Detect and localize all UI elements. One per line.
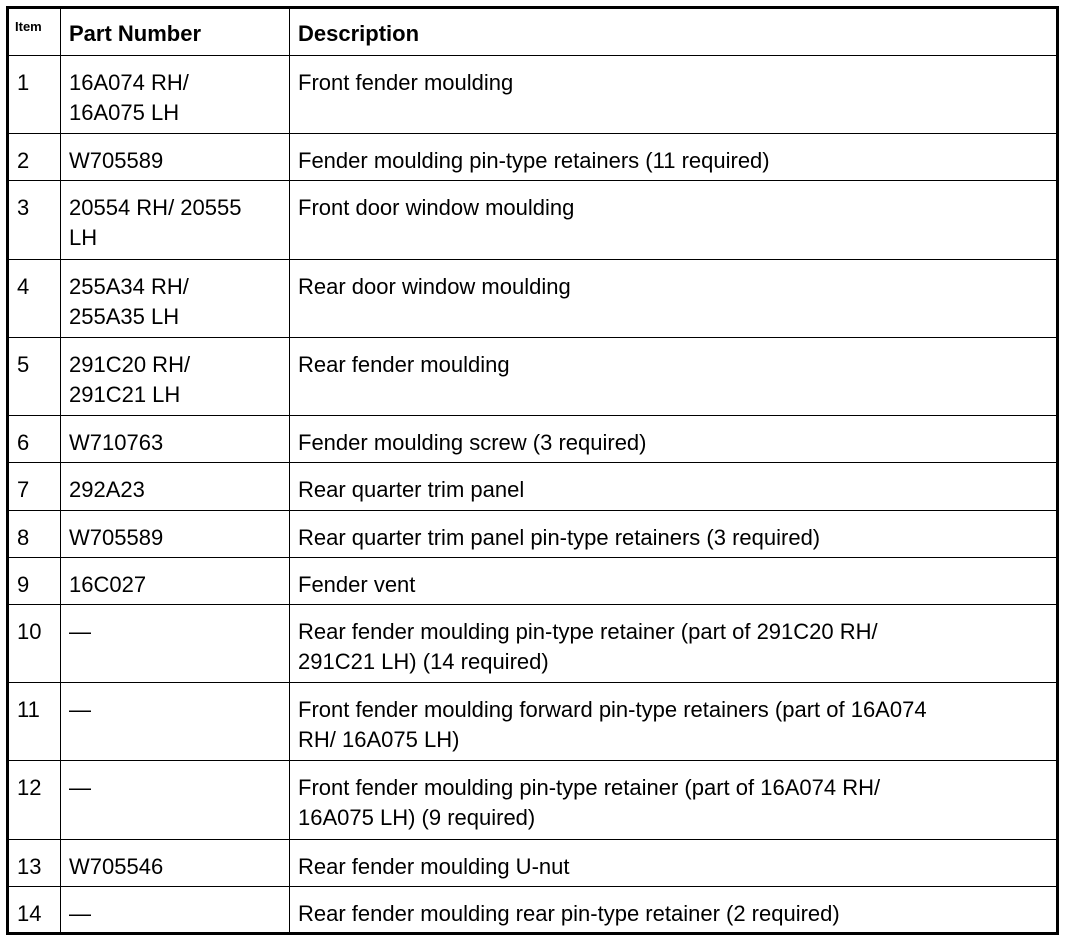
table-row (8, 557, 1058, 604)
part-number-cell: 20554 RH/ 20555 LH (61, 181, 290, 259)
item-cell: 9 (8, 557, 61, 604)
table-row (8, 181, 1058, 259)
part-number-cell: 16C027 (61, 557, 290, 604)
description-cell: Fender moulding screw (3 required) (290, 416, 1058, 463)
table-row (8, 337, 1058, 415)
part-number-cell: W705589 (61, 510, 290, 557)
part-number-cell: — (61, 604, 290, 682)
item-cell: 5 (8, 337, 61, 415)
item-cell: 3 (8, 181, 61, 259)
description-cell: Rear fender moulding pin-type retainer (part of 291C20 RH/ 291C21 LH) (14 required) (290, 604, 1058, 682)
description-cell: Rear quarter trim panel (290, 463, 1058, 510)
header-description: Description (290, 8, 1058, 56)
item-cell: 6 (8, 416, 61, 463)
item-cell: 11 (8, 683, 61, 761)
table-row (8, 761, 1058, 839)
table-body (8, 56, 1058, 934)
description-cell: Rear fender moulding U-nut (290, 839, 1058, 886)
parts-table (6, 6, 1059, 935)
part-number-cell: W710763 (61, 416, 290, 463)
part-number-cell: 291C20 RH/ 291C21 LH (61, 337, 290, 415)
item-cell: 13 (8, 839, 61, 886)
item-cell: 1 (8, 56, 61, 134)
item-cell: 4 (8, 259, 61, 337)
description-cell: Front fender moulding pin-type retainer (part of 16A074 RH/ 16A075 LH) (9 required) (290, 761, 1058, 839)
part-number-cell: 292A23 (61, 463, 290, 510)
table-row (8, 604, 1058, 682)
description-cell: Front fender moulding forward pin-type retainers (part of 16A074 RH/ 16A075 LH) (290, 683, 1058, 761)
item-cell: 10 (8, 604, 61, 682)
part-number-cell: 255A34 RH/ 255A35 LH (61, 259, 290, 337)
description-cell: Front door window moulding (290, 181, 1058, 259)
part-number-cell: — (61, 761, 290, 839)
item-cell: 12 (8, 761, 61, 839)
table-header-row (8, 8, 1058, 56)
table-row (8, 463, 1058, 510)
description-cell: Fender vent (290, 557, 1058, 604)
table-row (8, 56, 1058, 134)
part-number-cell: W705546 (61, 839, 290, 886)
header-part-number: Part Number (61, 8, 290, 56)
table-row (8, 510, 1058, 557)
table-row (8, 134, 1058, 181)
table-row (8, 886, 1058, 933)
item-cell: 7 (8, 463, 61, 510)
description-cell: Front fender moulding (290, 56, 1058, 134)
table-row (8, 683, 1058, 761)
table-row (8, 416, 1058, 463)
part-number-cell: — (61, 683, 290, 761)
part-number-cell: — (61, 886, 290, 933)
description-cell: Rear fender moulding (290, 337, 1058, 415)
description-cell: Rear fender moulding rear pin-type retainer (2 required) (290, 886, 1058, 933)
description-cell: Rear quarter trim panel pin-type retainers (3 required) (290, 510, 1058, 557)
header-item: Item (8, 8, 61, 56)
part-number-cell: 16A074 RH/ 16A075 LH (61, 56, 290, 134)
item-cell: 8 (8, 510, 61, 557)
description-cell: Fender moulding pin-type retainers (11 required) (290, 134, 1058, 181)
item-cell: 2 (8, 134, 61, 181)
description-cell: Rear door window moulding (290, 259, 1058, 337)
item-cell: 14 (8, 886, 61, 933)
part-number-cell: W705589 (61, 134, 290, 181)
table-row (8, 259, 1058, 337)
table-row (8, 839, 1058, 886)
